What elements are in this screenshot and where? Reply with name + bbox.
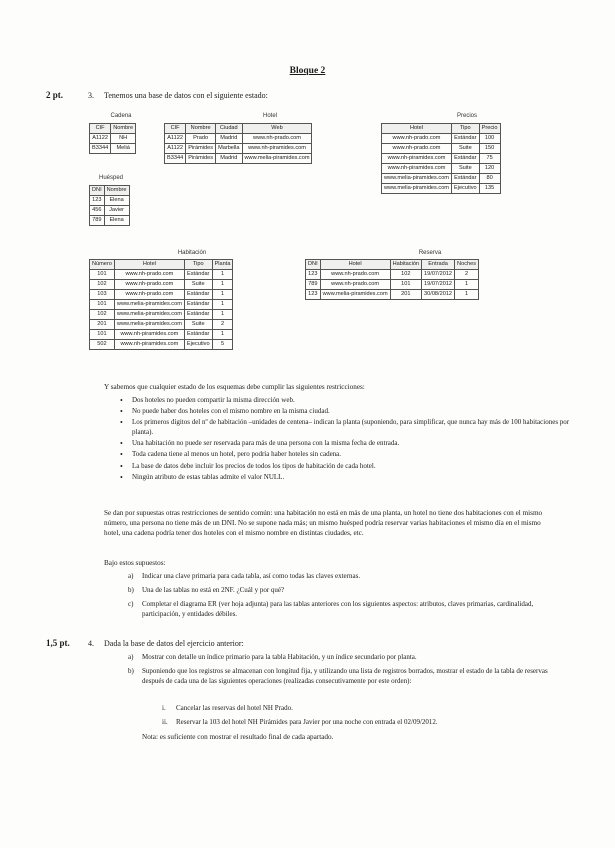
table-cell: 102: [90, 280, 115, 290]
restriction-item: • Una habitación no puede ser reservada para más de una persona con la misma fecha de entrada.: [132, 439, 572, 449]
table-header-row: [165, 124, 312, 134]
table-cell: 100: [479, 134, 500, 144]
table-cell: 789: [306, 280, 321, 290]
item-label: b): [128, 667, 134, 675]
q4-item-b: [128, 667, 558, 699]
table-cell: 135: [479, 184, 500, 194]
table-cell: 101: [90, 330, 115, 340]
table-cell: Pirámides: [186, 144, 216, 154]
table-cell: Madrid: [216, 154, 242, 164]
table-cell: 5: [212, 340, 233, 350]
restrictions-intro: Y sabemos que cualquier estado de los esquemas debe cumplir las siguientes restricciones:: [104, 383, 365, 391]
restriction-item: • Dos hoteles no pueden compartir la misma dirección web.: [132, 396, 572, 406]
table-cell: www.nh-prado.com: [114, 290, 184, 300]
table-cell: 123: [306, 270, 321, 280]
q3-number: 3.: [88, 91, 94, 100]
table-cell: www.melia-piramides.com: [114, 320, 184, 330]
column-header: CIF: [165, 124, 186, 134]
table-row: [90, 290, 233, 300]
table-cell: 120: [479, 164, 500, 174]
table-cell: Suite: [451, 164, 479, 174]
table-row: [165, 144, 312, 154]
subitem-text: Cancelar las reservas del hotel NH Prado.: [176, 704, 293, 712]
table-cell: 19/07/2012: [422, 280, 455, 290]
table-cell: Ejecutivo: [184, 340, 212, 350]
table-cell: Suite: [451, 144, 479, 154]
table-cell: Estándar: [184, 270, 212, 280]
column-header: Hotel: [382, 124, 452, 134]
restrictions-list: [118, 396, 572, 484]
table-cell: Elena: [104, 196, 129, 206]
table-cell: Estándar: [451, 154, 479, 164]
assumptions-line: Bajo estos supuestos:: [104, 559, 166, 567]
table-cell: 150: [479, 144, 500, 154]
table-cell: 201: [390, 290, 421, 300]
item-text: Una de las tablas no está en 2NF. ¿Cuál y por qué?: [142, 586, 285, 594]
column-header: Tipo: [184, 260, 212, 270]
column-header: Nombre: [111, 124, 136, 134]
table-cell: 103: [90, 290, 115, 300]
cadena-table: [89, 123, 136, 154]
table-cell: 1: [212, 280, 233, 290]
table-cell: B3344: [90, 144, 111, 154]
table-cell: www.nh-prado.com: [114, 280, 184, 290]
table-cell: 1: [212, 290, 233, 300]
column-header: Nombre: [186, 124, 216, 134]
table-row: [382, 134, 501, 144]
table-cell: www.melia-piramides.com: [114, 300, 184, 310]
table-cell: 789: [90, 216, 105, 226]
table-cell: 1: [212, 300, 233, 310]
table-cell: 19/07/2012: [422, 270, 455, 280]
column-header: CIF: [90, 124, 111, 134]
item-text: Mostrar con detalle un índice primario para la tabla Habitación, y un índice secundario por planta.: [142, 653, 417, 661]
restriction-item: • La base de datos debe incluir los precios de todos los tipos de habitación de cada hotel.: [132, 462, 572, 472]
table-row: [382, 164, 501, 174]
table-row: [382, 154, 501, 164]
subitem-text: Reservar la 103 del hotel NH Pirámides para Javier por una noche con entrada el 02/09/2012.: [176, 718, 438, 726]
table-cell: Estándar: [451, 134, 479, 144]
table-cell: www.nh-prado.com: [382, 134, 452, 144]
table-row: [90, 216, 130, 226]
table-cell: 1: [455, 280, 479, 290]
reserva-table: [305, 259, 479, 300]
q4-number: 4.: [88, 639, 94, 648]
table-cell: www.nh-piramides.com: [242, 144, 312, 154]
table-header-row: [382, 124, 501, 134]
table-cell: 30/08/2012: [422, 290, 455, 300]
table-cell: www.nh-prado.com: [382, 144, 452, 154]
column-header: Precio: [479, 124, 500, 134]
table-cell: www.melia-piramides.com: [114, 310, 184, 320]
column-header: Habitación: [390, 260, 421, 270]
huesped-caption: Huésped: [98, 175, 124, 181]
item-text: Indicar una clave primaria para cada tabla, así como todas las claves externas.: [142, 572, 361, 580]
column-header: Hotel: [320, 260, 390, 270]
hotel-table: [164, 123, 312, 164]
column-header: Número: [90, 260, 115, 270]
column-header: Web: [242, 124, 312, 134]
table-cell: NH: [111, 134, 136, 144]
table-cell: www.nh-prado.com: [320, 270, 390, 280]
table-row: [90, 206, 130, 216]
table-cell: 1: [455, 290, 479, 300]
item-label: c): [128, 600, 134, 608]
table-cell: Javier: [104, 206, 129, 216]
table-cell: 1: [212, 330, 233, 340]
table-cell: www.melia-piramides.com: [382, 174, 452, 184]
table-cell: A1122: [165, 144, 186, 154]
table-row: [90, 144, 136, 154]
restriction-item: • Ningún atributo de estas tablas admite el valor NULL.: [132, 473, 572, 483]
table-cell: Marbella: [216, 144, 242, 154]
table-header-row: [90, 186, 130, 196]
q3-item-c: [128, 600, 558, 624]
table-cell: 502: [90, 340, 115, 350]
table-row: [382, 144, 501, 154]
table-cell: 2: [212, 320, 233, 330]
habitacion-table: [89, 259, 233, 350]
table-cell: Meliá: [111, 144, 136, 154]
table-cell: B3344: [165, 154, 186, 164]
table-cell: 101: [90, 300, 115, 310]
q3-intro: Tenemos una base de datos con el siguiente estado:: [104, 91, 268, 100]
table-cell: 75: [479, 154, 500, 164]
q3-points: 2 pt.: [46, 90, 64, 100]
table-cell: 102: [90, 310, 115, 320]
table-row: [90, 280, 233, 290]
common-sense-paragraph: Se dan por supuestas otras restricciones de sentido común: una habitación no está en más de una planta, un hotel no tiene dos habitaciones con el mismo número, una persona no tiene más de un DNI. No se supone nada más; un mismo huésped podría reservar varias habitaciones el mismo día en el mismo hotel, una cadena podría tener dos hoteles con el mismo nombre en distintas ciudades, etc.: [104, 509, 543, 537]
table-cell: Ejecutivo: [451, 184, 479, 194]
column-header: DNI: [306, 260, 321, 270]
item-label: a): [128, 653, 134, 661]
column-header: DNI: [90, 186, 105, 196]
table-row: [90, 196, 130, 206]
restriction-item: • No puede haber dos hoteles con el mismo nombre en la misma ciudad.: [132, 407, 572, 417]
table-cell: www.nh-piramides.com: [114, 340, 184, 350]
item-label: a): [128, 572, 134, 580]
column-header: Nombre: [104, 186, 129, 196]
table-cell: Elena: [104, 216, 129, 226]
table-row: [306, 290, 479, 300]
cadena-caption: Cadena: [110, 113, 132, 119]
table-row: [382, 184, 501, 194]
table-cell: A1122: [90, 134, 111, 144]
hotel-caption: Hotel: [262, 113, 277, 119]
table-cell: Madrid: [216, 134, 242, 144]
table-cell: www.nh-piramides.com: [114, 330, 184, 340]
table-row: [90, 270, 233, 280]
table-cell: A1122: [165, 134, 186, 144]
table-cell: www.nh-piramides.com: [382, 154, 452, 164]
column-header: Planta: [212, 260, 233, 270]
table-cell: www.melia-piramides.com: [320, 290, 390, 300]
table-cell: 80: [479, 174, 500, 184]
table-cell: Pirámides: [186, 154, 216, 164]
table-cell: www.nh-piramides.com: [382, 164, 452, 174]
table-header-row: [306, 260, 479, 270]
table-cell: 123: [306, 290, 321, 300]
column-header: Noches: [455, 260, 479, 270]
column-header: Tipo: [451, 124, 479, 134]
subitem-label: ii.: [162, 718, 168, 726]
table-cell: www.nh-prado.com: [320, 280, 390, 290]
restriction-item: • Toda cadena tiene al menos un hotel, pero podría haber hoteles sin cadena.: [132, 450, 572, 460]
q4-points: 1,5 pt.: [46, 638, 70, 648]
table-cell: 101: [90, 270, 115, 280]
table-cell: www.nh-prado.com: [114, 270, 184, 280]
table-row: [382, 174, 501, 184]
subitem-label: i.: [162, 704, 166, 712]
habitacion-caption: Habitación: [177, 250, 207, 256]
table-cell: Estándar: [184, 310, 212, 320]
table-row: [306, 280, 479, 290]
table-header-row: [90, 124, 136, 134]
column-header: Hotel: [114, 260, 184, 270]
table-row: [90, 134, 136, 144]
table-cell: 1: [212, 270, 233, 280]
column-header: Ciudad: [216, 124, 242, 134]
table-row: [90, 330, 233, 340]
precios-caption: Precios: [456, 113, 477, 119]
table-row: [165, 134, 312, 144]
item-label: b): [128, 586, 134, 594]
table-row: [90, 300, 233, 310]
table-cell: Prado: [186, 134, 216, 144]
table-cell: 101: [390, 280, 421, 290]
precios-table: [381, 123, 501, 194]
table-cell: Suite: [184, 280, 212, 290]
table-cell: Estándar: [184, 330, 212, 340]
table-cell: 1: [212, 310, 233, 320]
table-header-row: [90, 260, 233, 270]
table-cell: www.melia-piramides.com: [242, 154, 312, 164]
table-cell: 102: [390, 270, 421, 280]
table-cell: 2: [455, 270, 479, 280]
table-cell: Estándar: [184, 290, 212, 300]
restriction-item: • Los primeros dígitos del nº de habitación –unidades de centena– indican la planta (suponiendo, para simplificar, que nunca hay más de 100 habitaciones por planta).: [132, 418, 572, 437]
column-header: Entrada: [422, 260, 455, 270]
table-cell: www.melia-piramides.com: [382, 184, 452, 194]
q4-intro: Dada la base de datos del ejercicio anterior:: [104, 639, 244, 648]
table-cell: www.nh-prado.com: [242, 134, 312, 144]
table-row: [165, 154, 312, 164]
huesped-table: [89, 185, 130, 226]
table-cell: Estándar: [184, 300, 212, 310]
table-cell: 123: [90, 196, 105, 206]
q4-note: Nota: es suficiente con mostrar el resultado final de cada apartado.: [142, 733, 334, 741]
item-text: Suponiendo que los registros se almacenan con longitud fija, y utilizando una lista de registros borrados, mostrar el estado de la tabla de reservas después de cada una de las siguientes operaciones (realizadas consecutivamente por este orden):: [142, 667, 548, 685]
reserva-caption: Reserva: [418, 250, 442, 256]
table-cell: Estándar: [451, 174, 479, 184]
item-text: Completar el diagrama ER (ver hoja adjunta) para las tablas anteriores con los siguientes aspectos: atributos, claves primarias, cardinalidad, participación, y entidades débiles.: [142, 600, 534, 618]
table-cell: Suite: [184, 320, 212, 330]
table-cell: 201: [90, 320, 115, 330]
table-row: [90, 320, 233, 330]
table-row: [306, 270, 479, 280]
section-title: Bloque 2: [289, 66, 326, 76]
table-row: [90, 310, 233, 320]
table-cell: 456: [90, 206, 105, 216]
table-row: [90, 340, 233, 350]
